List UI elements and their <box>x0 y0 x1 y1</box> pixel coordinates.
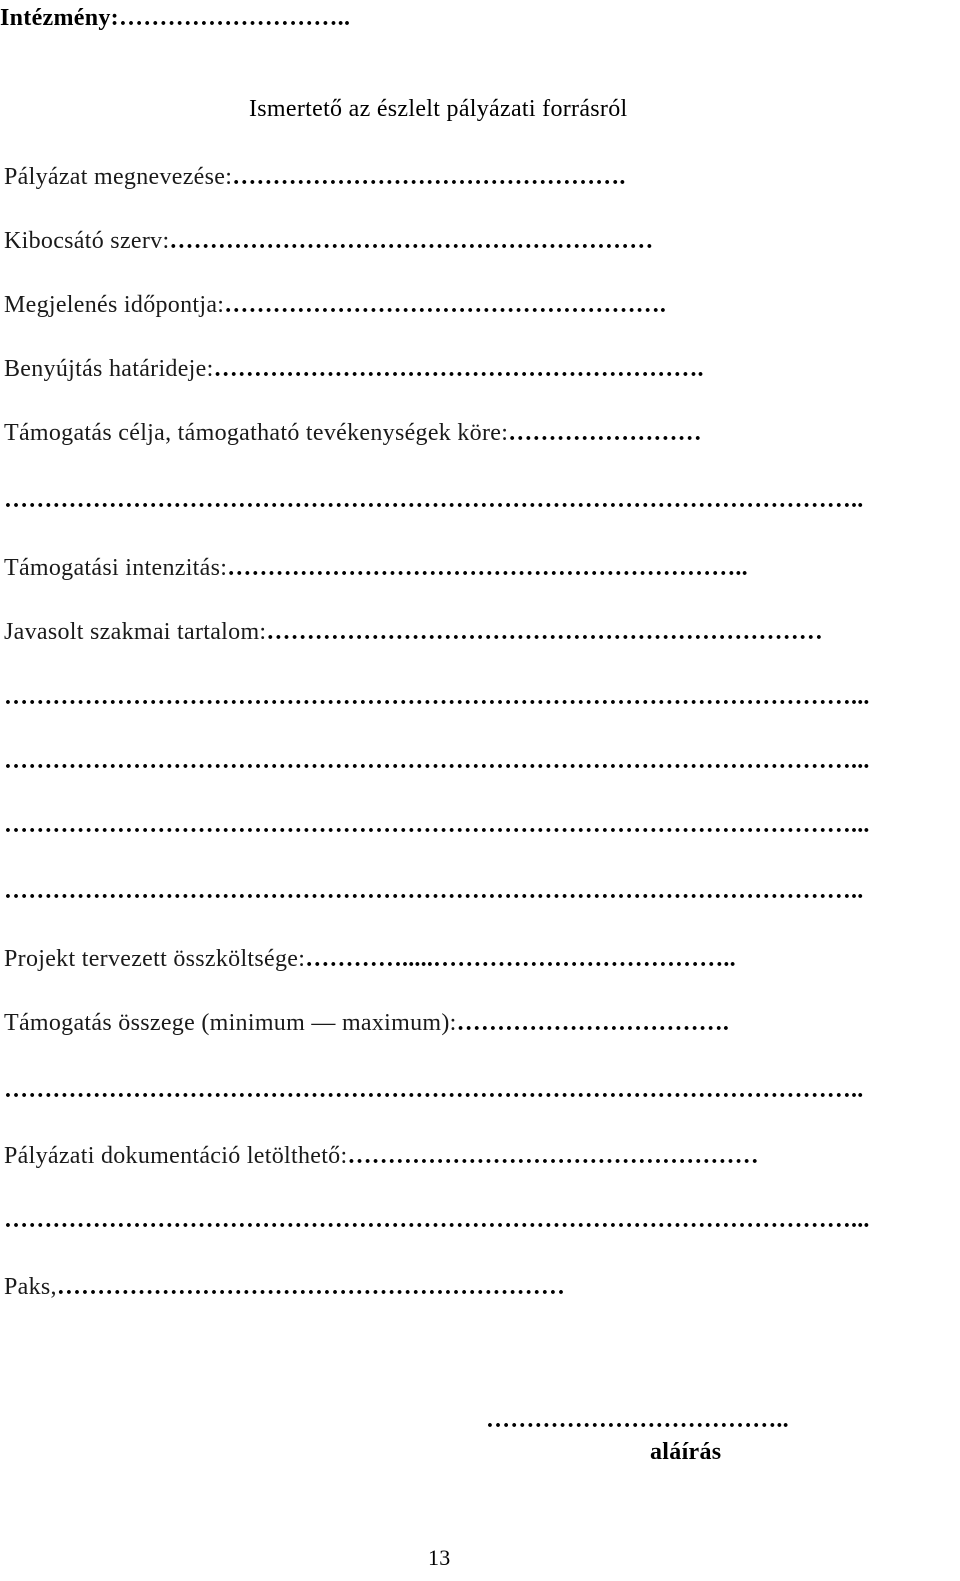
field-label: Támogatás célja, támogatható tevékenységek köre: <box>4 420 509 446</box>
field-dots: …………………… <box>508 420 702 446</box>
field-label: Javasolt szakmai tartalom: <box>4 619 267 645</box>
field-label: Támogatási intenzitás: <box>4 555 228 581</box>
field-label: Pályázat megnevezése: <box>4 164 233 190</box>
field-content <box>4 618 823 646</box>
field-dots: ………….....……………………………….. <box>305 946 736 972</box>
field-label: Támogatás összege (minimum — maximum): <box>4 1010 457 1036</box>
field-dots: ………………………………………………. <box>224 292 667 318</box>
field-label: Pályázati dokumentáció letölthető: <box>4 1143 348 1169</box>
field-purpose <box>4 419 702 447</box>
field-dots: ……………………………………………………… <box>56 1274 566 1300</box>
purpose-continuation-line: …………………………………………………………………………………………….. <box>4 487 864 513</box>
field-place-date <box>4 1273 565 1301</box>
field-label: Paks, <box>4 1274 57 1300</box>
field-label: Megjelenés időpontja: <box>4 292 225 318</box>
content-line: ……………………………………………………………………………………………... <box>4 684 870 710</box>
field-label: Kibocsátó szerv: <box>4 228 170 254</box>
content-line: …………………………………………………………………………………………….. <box>4 878 864 904</box>
field-issuer <box>4 227 653 255</box>
field-intensity <box>4 554 748 582</box>
field-dots: ……………………………………………………….. <box>227 555 748 581</box>
field-documentation <box>4 1142 759 1170</box>
amount-continuation-line: …………………………………………………………………………………………….. <box>4 1077 864 1103</box>
field-dots: ……………………………. <box>456 1010 730 1036</box>
signature-line: ……………………………….. <box>486 1407 789 1433</box>
field-deadline <box>4 355 704 383</box>
content-line: ……………………………………………………………………………………………... <box>4 812 870 838</box>
field-label: Projekt tervezett összköltsége: <box>4 946 306 972</box>
field-dots: ……………………………………………………. <box>213 356 704 382</box>
field-label: Benyújtás határideje: <box>4 356 214 382</box>
field-grant-amount <box>4 1009 729 1037</box>
signature-caption: aláírás <box>650 1439 722 1465</box>
institution-field: Intézmény:……………………….. <box>0 5 351 31</box>
field-dots: …………………………………………… <box>347 1143 759 1169</box>
field-total-cost <box>4 945 736 973</box>
page-title: Ismertető az észlelt pályázati forrásról <box>249 96 628 122</box>
field-project-name <box>4 163 626 191</box>
field-dots: …………………………………………………… <box>169 228 654 254</box>
field-dots: …………………………………………. <box>232 164 626 190</box>
field-publish-date <box>4 291 666 319</box>
content-line: ……………………………………………………………………………………………... <box>4 748 870 774</box>
documentation-continuation-line: ……………………………………………………………………………………………... <box>4 1207 870 1233</box>
page-number: 13 <box>428 1545 451 1570</box>
field-dots: …………………………………………………………… <box>266 619 823 645</box>
